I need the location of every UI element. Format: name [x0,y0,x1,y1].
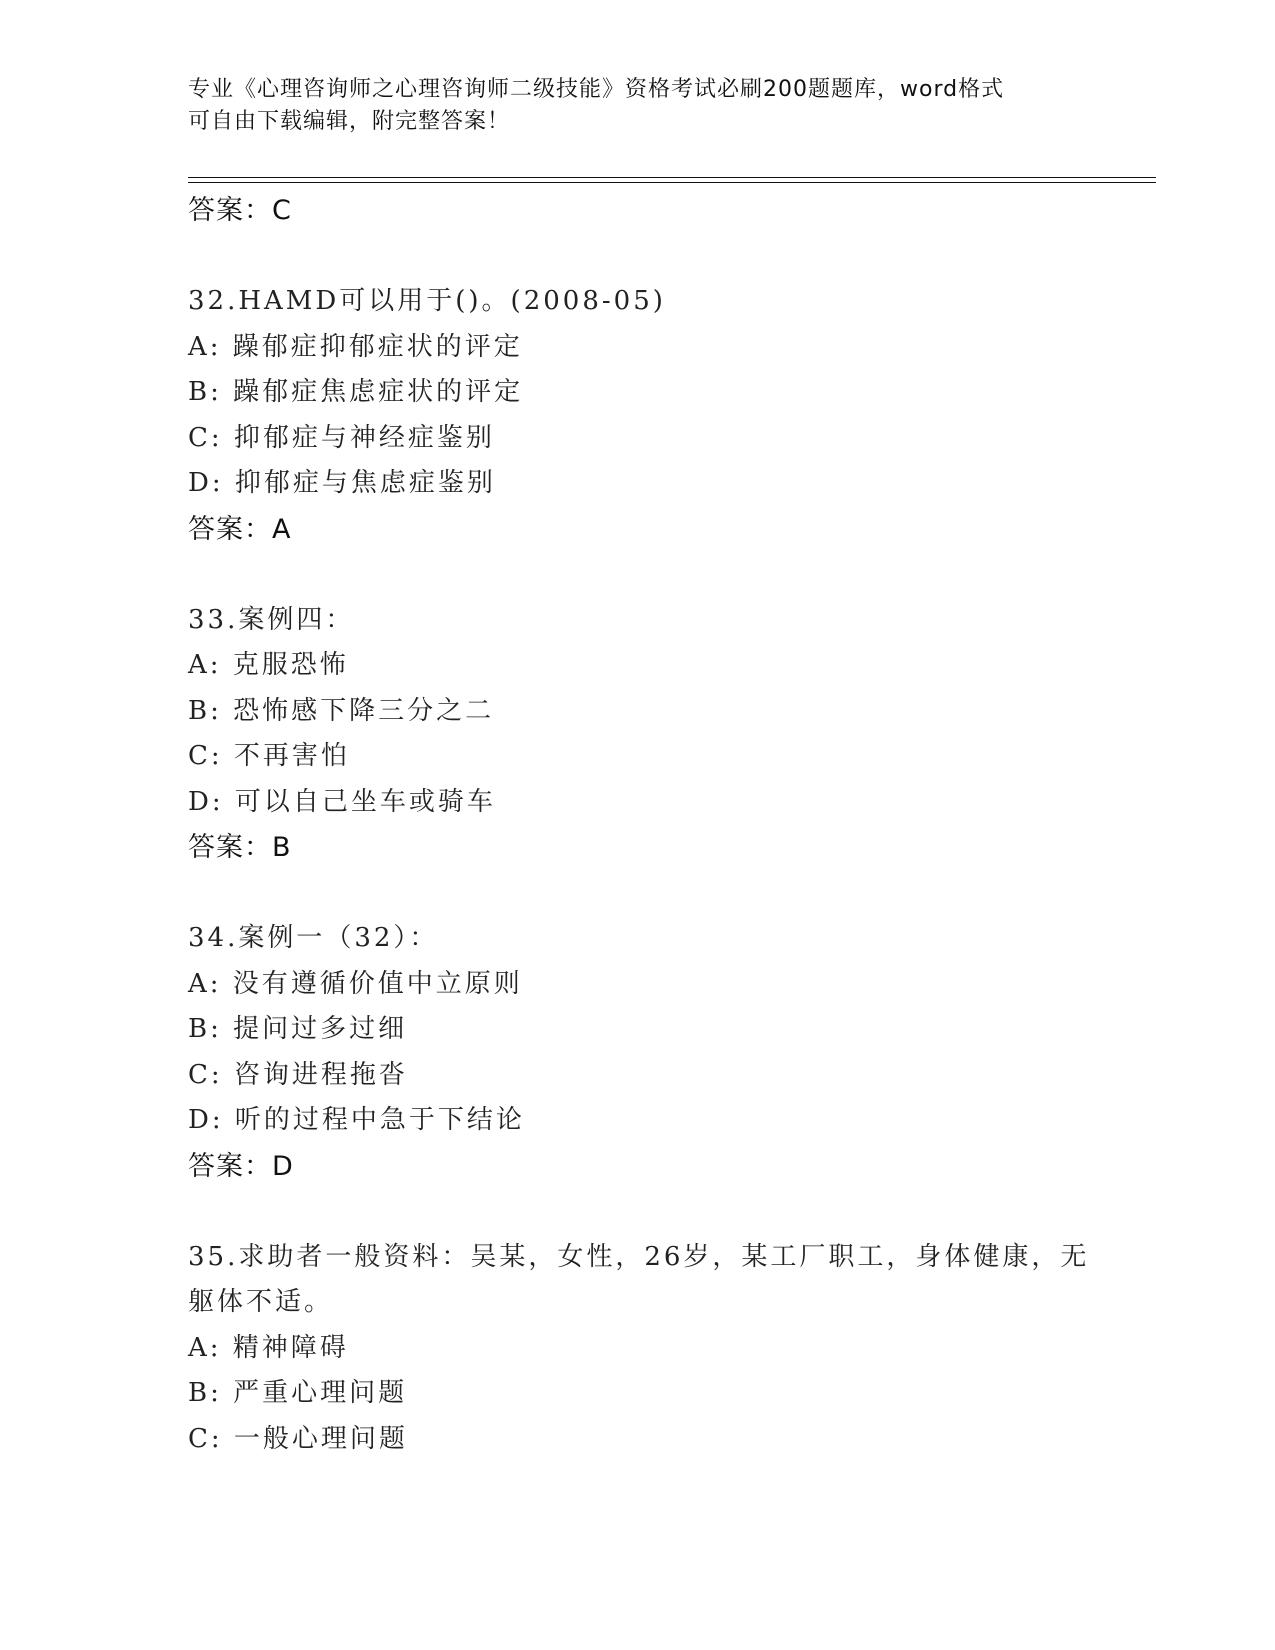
question-stem: 35.求助者一般资料：吴某，女性，26岁，某工厂职工，身体健康，无 [188,1241,1090,1272]
question-stem: 34.案例一（32）： [188,923,439,953]
header-line-1: 专业《心理咨询师之心理咨询师二级技能》资格考试必刷200题题库，word格式 [188,77,1005,102]
option-b: B: 恐怖感下降三分之二 [188,695,495,726]
page-header [188,74,1088,138]
option-c: C: 咨询进程拖沓 [188,1059,408,1090]
question-33 [188,598,1088,871]
question-32 [188,279,1088,552]
option-b: B: 严重心理问题 [188,1378,408,1408]
question-stem: 32.HAMD可以用于()。(2008-05) [188,286,666,316]
option-c: C: 不再害怕 [188,741,350,771]
answer-line: 答案：B [188,832,292,863]
option-c: C: 抑郁症与神经症鉴别 [188,422,495,453]
header-divider-bottom [188,182,1156,183]
question-stem: 33.案例四： [188,604,355,635]
option-b: B: 躁郁症焦虑症状的评定 [188,377,524,407]
option-a: A: 没有遵循价值中立原则 [188,968,523,999]
option-a: A: 克服恐怖 [188,650,349,680]
question-35 [188,1235,1088,1463]
header-divider-top [188,177,1156,178]
spacer [188,871,1088,917]
header-line-2: 可自由下载编辑，附完整答案！ [188,109,511,134]
answer-line: 答案：C [188,195,292,226]
option-b: B: 提问过多过细 [188,1014,408,1044]
option-d: D: 抑郁症与焦虑症鉴别 [188,468,496,498]
question-list [188,188,1088,1462]
option-d: D: 可以自己坐车或骑车 [188,786,496,817]
question-stem-continued: 躯体不适。 [188,1287,334,1317]
question-34 [188,916,1088,1189]
spacer [188,1189,1088,1235]
spacer [188,552,1088,598]
answer-line: 答案：D [188,1150,294,1182]
spacer [188,234,1088,280]
option-a: A: 躁郁症抑郁症状的评定 [188,331,523,362]
option-c: C: 一般心理问题 [188,1423,408,1454]
answer-line: 答案：A [188,513,292,545]
option-a: A: 精神障碍 [188,1332,349,1363]
option-d: D: 听的过程中急于下结论 [188,1105,525,1135]
